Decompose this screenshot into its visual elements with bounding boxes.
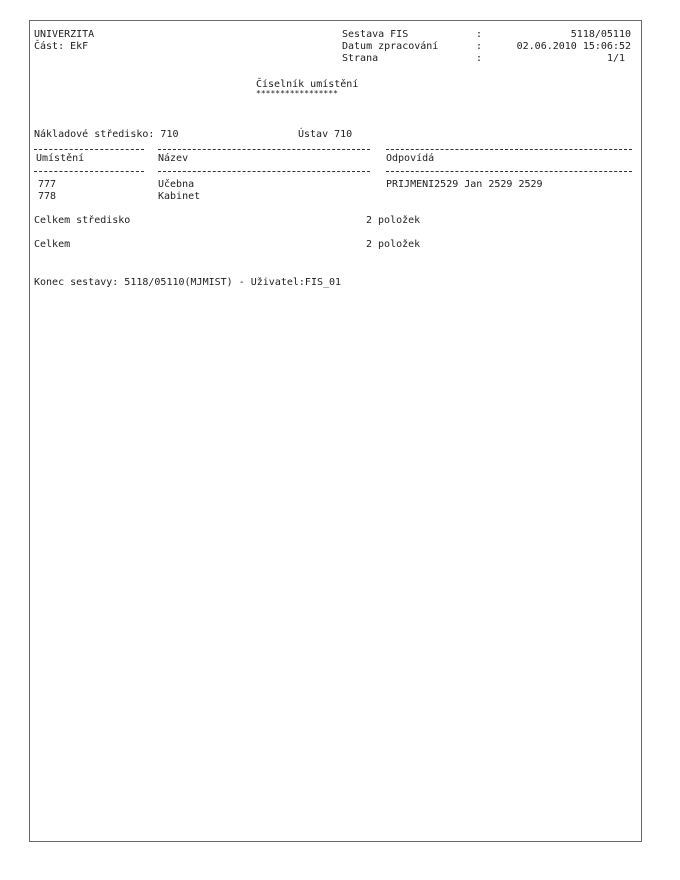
row-name: Učebna bbox=[158, 179, 195, 190]
total-center-value: 2 položek bbox=[366, 215, 421, 226]
page-title: Číselník umístění bbox=[256, 79, 359, 90]
page-colon: : bbox=[476, 53, 483, 64]
report-label: Sestava FIS bbox=[342, 29, 409, 40]
column-header-name: Název bbox=[158, 153, 189, 164]
column-header-location: Umístění bbox=[36, 153, 85, 164]
row-name: Kabinet bbox=[158, 191, 201, 202]
report-end-line: Konec sestavy: 5118/05110(MJMIST) - Uživatel:FIS_01 bbox=[34, 277, 342, 288]
row-code: 778 bbox=[38, 191, 57, 202]
row-code: 777 bbox=[38, 179, 57, 190]
separator-top-responsible bbox=[386, 149, 632, 150]
processing-date: 02.06.2010 15:06:52 bbox=[516, 41, 631, 52]
column-header-responsible: Odpovídá bbox=[386, 153, 435, 164]
report-colon: : bbox=[476, 29, 483, 40]
separator-bottom-name bbox=[158, 171, 370, 172]
page-number: 1/1 bbox=[606, 53, 625, 64]
org-name: UNIVERZITA bbox=[34, 29, 95, 40]
separator-top-location bbox=[34, 149, 144, 150]
separator-top-name bbox=[158, 149, 370, 150]
institute-label: Ústav 710 bbox=[298, 129, 353, 140]
report-page bbox=[29, 20, 642, 842]
total-label: Celkem bbox=[34, 239, 71, 250]
org-part: Část: EkF bbox=[34, 41, 89, 52]
row-responsible: PRIJMENI2529 Jan 2529 2529 bbox=[386, 179, 543, 190]
page-label: Strana bbox=[342, 53, 379, 64]
separator-bottom-location bbox=[34, 171, 144, 172]
date-label: Datum zpracování bbox=[342, 41, 439, 52]
total-value: 2 položek bbox=[366, 239, 421, 250]
title-underline: ***************** bbox=[256, 89, 338, 98]
report-number: 5118/05110 bbox=[570, 29, 631, 40]
cost-center-label: Nákladové středisko: 710 bbox=[34, 129, 179, 140]
total-center-label: Celkem středisko bbox=[34, 215, 131, 226]
separator-bottom-responsible bbox=[386, 171, 632, 172]
date-colon: : bbox=[476, 41, 483, 52]
